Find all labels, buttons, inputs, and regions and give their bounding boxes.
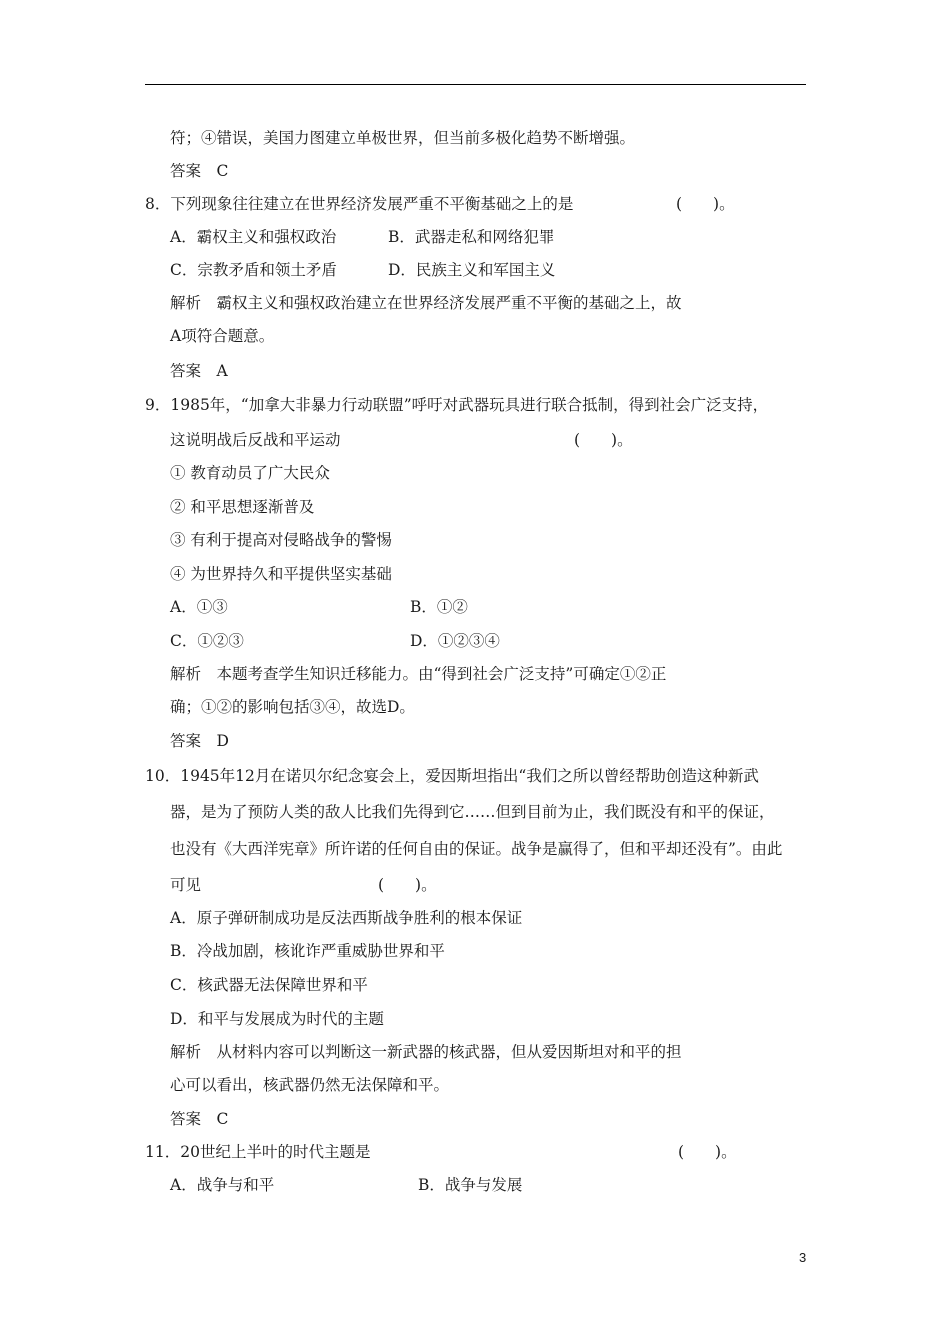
q10-answer: 答案 C [170,1110,229,1128]
q11-answer-blank: ( )。 [678,1143,737,1161]
q8-stem: 8．下列现象往往建立在世界经济发展严重不平衡基础之上的是 [145,195,574,213]
q9-stem-1: 9．1985年，“加拿大非暴力行动联盟”呼吁对武器玩具进行联合抵制，得到社会广泛支持， [145,396,769,414]
q10-option-b: B．冷战加剧，核讹诈严重威胁世界和平 [170,942,445,960]
q9-item-1: ① 教育动员了广大民众 [170,464,330,482]
q11-option-b: B．战争与发展 [418,1176,523,1194]
q10-stem-4: 可见 [170,876,202,894]
q8-option-d: D．民族主义和军国主义 [388,261,556,279]
q10-stem-1: 10．1945年12月在诺贝尔纪念宴会上，爱因斯坦指出“我们之所以曾经帮助创造这种新武 [145,767,759,785]
q8-analysis-1: 解析 霸权主义和强权政治建立在世界经济发展严重不平衡的基础之上，故 [170,294,682,312]
q7-answer: 答案 C [170,162,229,180]
q9-analysis-1: 解析 本题考查学生知识迁移能力。由“得到社会广泛支持”可确定①②正 [170,665,667,683]
q9-answer-blank: ( )。 [574,431,633,449]
q9-item-2: ② 和平思想逐渐普及 [170,498,315,516]
header-rule [145,84,806,85]
q9-stem-2: 这说明战后反战和平运动 [170,431,341,449]
q9-option-b: B．①② [410,598,468,616]
q10-option-c: C．核武器无法保障世界和平 [170,976,368,994]
q10-analysis-2: 心可以看出，核武器仍然无法保障和平。 [170,1076,450,1094]
q10-analysis-1: 解析 从材料内容可以判断这一新武器的核武器，但从爱因斯坦对和平的担 [170,1043,682,1061]
q9-option-d: D．①②③④ [410,632,500,650]
q10-answer-blank: ( )。 [378,876,437,894]
q9-option-c: C．①②③ [170,632,244,650]
q9-item-3: ③ 有利于提高对侵略战争的警惕 [170,531,392,549]
q8-option-c: C．宗教矛盾和领土矛盾 [170,261,337,279]
q8-answer: 答案 A [170,362,228,380]
q9-item-4: ④ 为世界持久和平提供坚实基础 [170,565,392,583]
q8-option-a: A．霸权主义和强权政治 [170,228,337,246]
q10-option-a: A．原子弹研制成功是反法西斯战争胜利的根本保证 [170,909,523,927]
q10-stem-2: 器，是为了预防人类的敌人比我们先得到它……但到目前为止，我们既没有和平的保证， [170,803,775,821]
q8-answer-blank: ( )。 [676,195,735,213]
q9-option-a: A．①③ [170,598,228,616]
q9-answer: 答案 D [170,732,229,750]
q10-stem-3: 也没有《大西洋宪章》所许诺的任何自由的保证。战争是赢得了，但和平却还没有”。由此 [170,840,783,858]
q8-option-b: B．武器走私和网络犯罪 [388,228,555,246]
q11-stem: 11．20世纪上半叶的时代主题是 [145,1143,371,1161]
q11-option-a: A．战争与和平 [170,1176,275,1194]
q8-analysis-2: A项符合题意。 [170,327,275,345]
q10-option-d: D．和平与发展成为时代的主题 [170,1010,384,1028]
q7-analysis-tail: 符；④错误，美国力图建立单极世界，但当前多极化趋势不断增强。 [170,129,636,147]
page-number: 3 [799,1250,807,1265]
q9-analysis-2: 确；①②的影响包括③④，故选D。 [170,698,415,716]
